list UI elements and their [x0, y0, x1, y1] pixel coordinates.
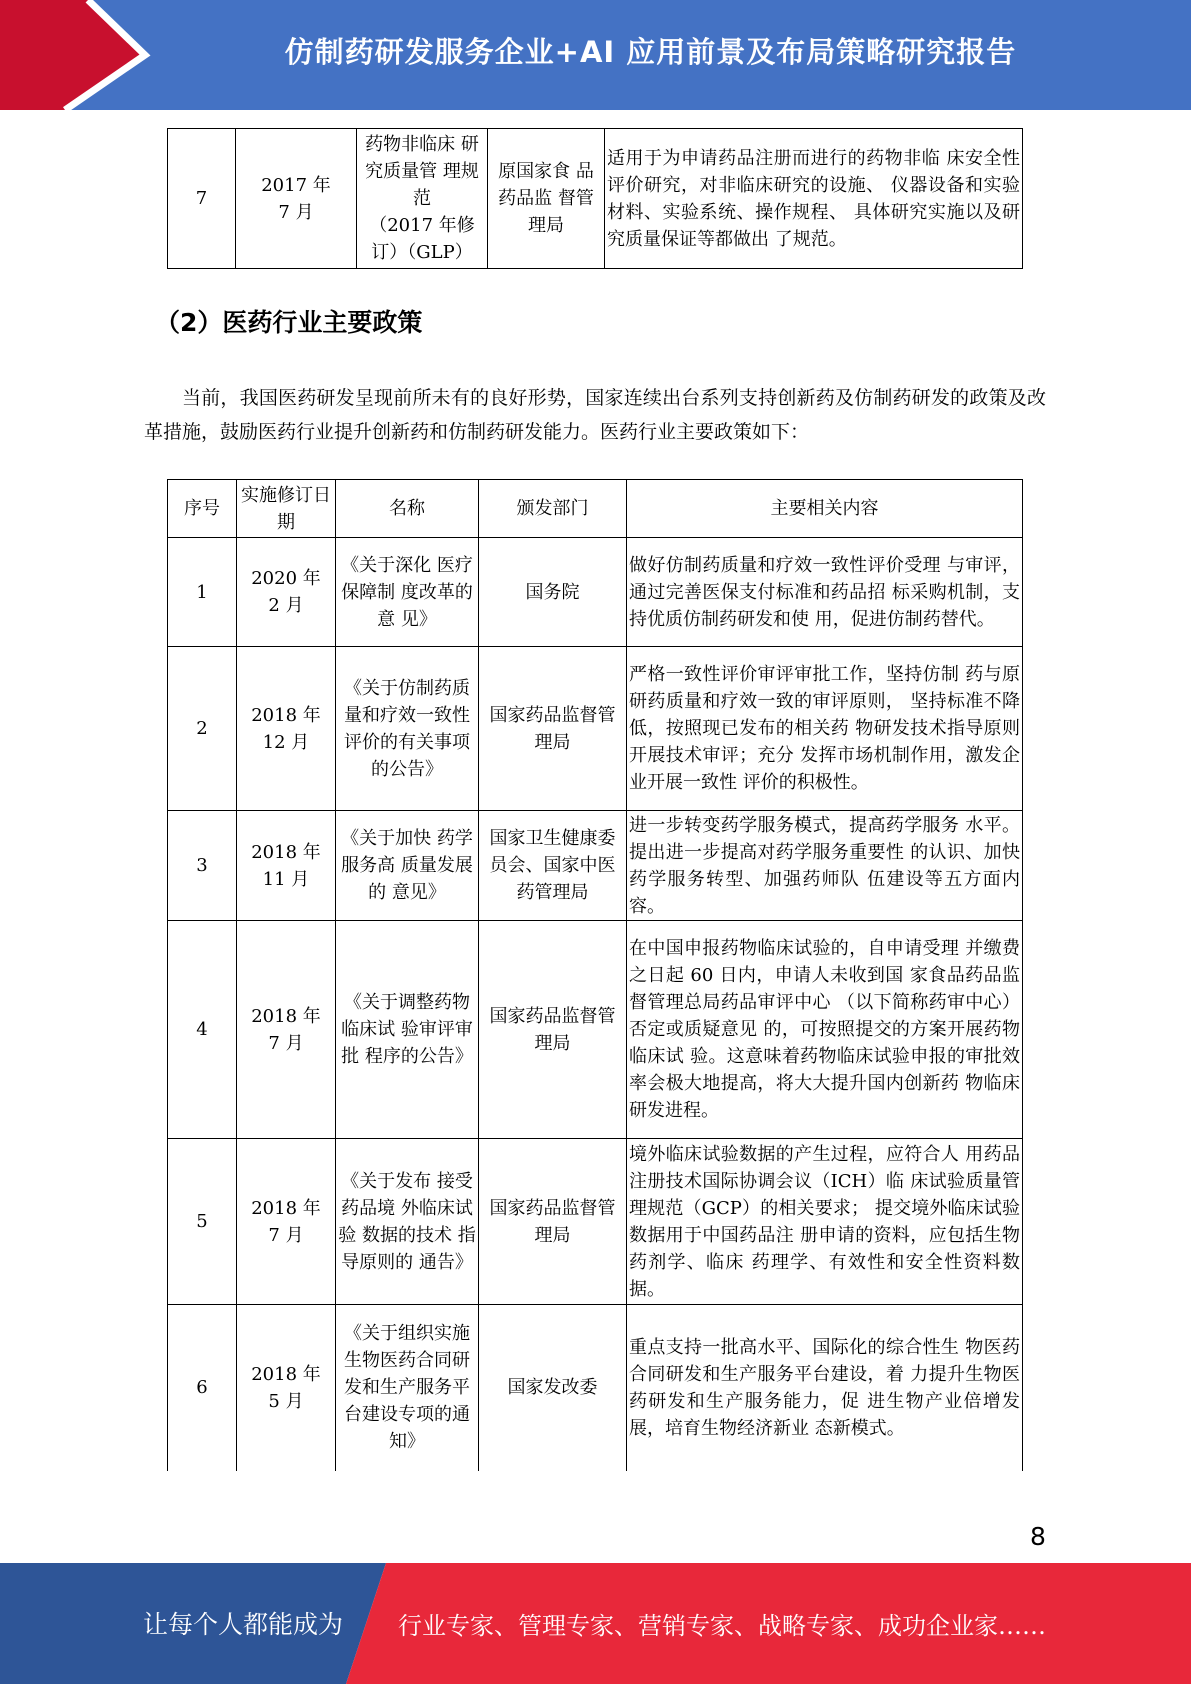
table-row: [168, 1305, 1023, 1471]
row-content: 严格一致性评价审评审批工作，坚持仿制 药与原研药质量和疗效一致的审评原则， 坚持标准不降低，按照现已发布的相关药 物研发技术指导原则开展技术审评；充分 发挥市场机制作用，激发企业开展一致性 评价的积极性。: [627, 647, 1023, 811]
header-no: 序号: [168, 480, 237, 538]
table-row: [168, 921, 1023, 1139]
row-department: 原国家食 品药品监 督管理局: [488, 129, 605, 269]
row-content: 重点支持一批高水平、国际化的综合性生 物医药合同研发和生产服务平台建设，着 力提升生物医药研发和生产服务能力，促 进生物产业倍增发展，培育生物经济新业 态新模式。: [627, 1305, 1023, 1471]
row-number: 7: [168, 129, 236, 269]
header-date: 实施修订日期: [237, 480, 336, 538]
row-date: 2017 年 7 月: [236, 129, 357, 269]
regulation-table-continued: [167, 128, 1023, 269]
table-row: [168, 538, 1023, 647]
row-number: 5: [168, 1139, 237, 1305]
footer-slogan-left: 让每个人都能成为: [143, 1610, 344, 1639]
row-name: 《关于加快 药学服务高 质量发展的 意见》: [336, 811, 479, 921]
row-number: 1: [168, 538, 237, 647]
row-name: 药物非临床 研究质量管 理规范 （2017 年修订）（GLP）: [357, 129, 488, 269]
row-content: 适用于为申请药品注册而进行的药物非临 床安全性评价研究，对非临床研究的设施、 仪器设备和实验材料、实验系统、操作规程、 具体研究实施以及研究质量保证等都做出 了规范。: [605, 129, 1023, 269]
row-department: 国务院: [479, 538, 627, 647]
row-content: 境外临床试验数据的产生过程，应符合人 用药品注册技术国际协调会议（ICH）临 床试验质量管理规范（GCP）的相关要求； 提交境外临床试验数据用于中国药品注 册申请的资料，应包括生物药剂学、临床 药理学、有效性和安全性资料数据。: [627, 1139, 1023, 1305]
footer-banner: [0, 1563, 1191, 1684]
footer-slogan-right: 行业专家、管理专家、营销专家、战略专家、成功企业家……: [398, 1612, 1046, 1640]
table-header-row: [168, 480, 1023, 538]
header-dept: 颁发部门: [479, 480, 627, 538]
table-row: [168, 1139, 1023, 1305]
row-date: 2020 年 2 月: [237, 538, 336, 647]
row-name: 《关于发布 接受药品境 外临床试验 数据的技术 指导原则的 通告》: [336, 1139, 479, 1305]
row-name: 《关于深化 医疗保障制 度改革的意 见》: [336, 538, 479, 647]
report-title: 仿制药研发服务企业+AI 应用前景及布局策略研究报告: [284, 35, 1017, 69]
row-content: 在中国申报药物临床试验的，自申请受理 并缴费之日起 60 日内，申请人未收到国 家食品药品监督管理总局药品审评中心 （以下简称药审中心）否定或质疑意见 的，可按照提交的方案开展药物临床试 验。这意味着药物临床试验申报的审批效 率会极大地提高，将大大提升国内创新药 物临床研发进程。: [627, 921, 1023, 1139]
table-row: [168, 129, 1023, 269]
row-name: 《关于仿制药质量和疗效一致性评价的有关事项的公告》: [336, 647, 479, 811]
row-number: 3: [168, 811, 237, 921]
header-name: 名称: [336, 480, 479, 538]
row-name: 《关于组织实施生物医药合同研发和生产服务平台建设专项的通知》: [336, 1305, 479, 1471]
row-content: 做好仿制药质量和疗效一致性评价受理 与审评，通过完善医保支付标准和药品招 标采购机制，支持优质仿制药研发和使 用，促进仿制药替代。: [627, 538, 1023, 647]
row-department: 国家药品监督管理局: [479, 647, 627, 811]
row-department: 国家卫生健康委员会、国家中医药管理局: [479, 811, 627, 921]
row-number: 4: [168, 921, 237, 1139]
intro-paragraph: 当前，我国医药研发呈现前所未有的良好形势，国家连续出台系列支持创新药及仿制药研发的政策及改革措施，鼓励医药行业提升创新药和仿制药研发能力。医药行业主要政策如下：: [144, 387, 1046, 443]
row-number: 6: [168, 1305, 237, 1471]
table-row: [168, 811, 1023, 921]
section-heading: （2）医药行业主要政策: [155, 308, 423, 337]
row-name: 《关于调整药物临床试 验审评审批 程序的公告》: [336, 921, 479, 1139]
policy-table: [167, 479, 1023, 1471]
table-row: [168, 647, 1023, 811]
row-date: 2018 年 7 月: [237, 921, 336, 1139]
row-content: 进一步转变药学服务模式，提高药学服务 水平。提出进一步提高对药学服务重要性 的认识、加快药学服务转型、加强药师队 伍建设等五方面内容。: [627, 811, 1023, 921]
row-date: 2018 年 5 月: [237, 1305, 336, 1471]
page-number: 8: [1030, 1522, 1046, 1551]
row-date: 2018 年 11 月: [237, 811, 336, 921]
row-department: 国家药品监督管理局: [479, 1139, 627, 1305]
row-date: 2018 年 7 月: [237, 1139, 336, 1305]
row-date: 2018 年 12 月: [237, 647, 336, 811]
row-department: 国家发改委: [479, 1305, 627, 1471]
header-content: 主要相关内容: [627, 480, 1023, 538]
row-department: 国家药品监督管理局: [479, 921, 627, 1139]
row-number: 2: [168, 647, 237, 811]
header-banner: [0, 0, 1191, 110]
